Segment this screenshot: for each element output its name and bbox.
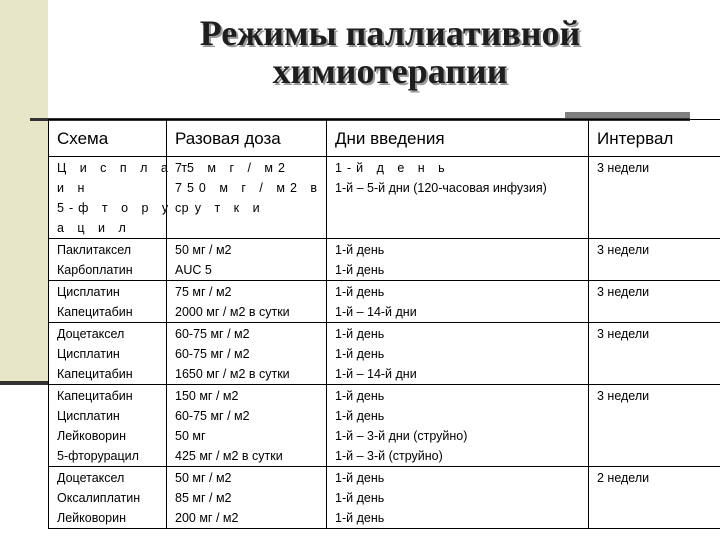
interval-cell: 3 недели xyxy=(589,385,720,467)
dose-value: 50 мг / м2 xyxy=(175,471,232,485)
slide-title xyxy=(120,14,660,90)
interval-cell: 3 недели xyxy=(589,157,720,239)
header-schema: Схема xyxy=(49,120,167,157)
title-line-1: Режимы паллиативной xyxy=(199,13,581,53)
days-cell xyxy=(327,323,589,385)
drug-name: 5-ф т о р у р xyxy=(57,201,194,215)
days-value: 1-й день xyxy=(335,409,385,423)
dose-cell xyxy=(167,467,327,529)
schema-cell xyxy=(49,385,167,467)
drug-name: Доцетаксел xyxy=(57,327,125,341)
days-value: 1-й день xyxy=(335,347,385,361)
drug-name: Паклитаксел xyxy=(57,243,132,257)
dose-value: 60-75 мг / м2 xyxy=(175,347,250,361)
schema-cell xyxy=(49,323,167,385)
days-cell xyxy=(327,157,589,239)
drug-name: Лейковорин xyxy=(57,511,126,525)
drug-name: и н xyxy=(57,181,90,195)
schema-cell xyxy=(49,281,167,323)
days-value: 1-й – 14-й дни xyxy=(335,367,417,381)
drug-name: Карбоплатин xyxy=(57,263,133,277)
dose-value: 50 мг / м2 xyxy=(175,243,232,257)
header-dose: Разовая доза xyxy=(167,120,327,157)
days-value: 1-й день xyxy=(335,285,385,299)
drug-name: Цисплатин xyxy=(57,409,120,423)
days-value: 1-й д е н ь xyxy=(335,161,450,175)
schema-cell xyxy=(49,239,167,281)
regimens-table xyxy=(48,119,720,529)
dose-value: 2000 мг / м2 в сутки xyxy=(175,305,290,319)
days-value: 1-й – 14-й дни xyxy=(335,305,417,319)
table-row xyxy=(49,323,720,385)
table-row xyxy=(49,239,720,281)
dose-value: AUC 5 xyxy=(175,263,212,277)
dose-value: 75 м г / м2 xyxy=(175,161,290,175)
dose-value: 50 мг xyxy=(175,429,206,443)
drug-name: Ц и с п л а т xyxy=(57,161,193,175)
days-cell xyxy=(327,385,589,467)
interval-cell: 3 недели xyxy=(589,281,720,323)
interval-cell: 2 недели xyxy=(589,467,720,529)
interval-cell: 3 недели xyxy=(589,323,720,385)
drug-name: Оксалиплатин xyxy=(57,491,141,505)
dose-value: 75 мг / м2 xyxy=(175,285,232,299)
days-value: 1-й день xyxy=(335,327,385,341)
dose-value: 85 мг / м2 xyxy=(175,491,232,505)
dose-cell xyxy=(167,239,327,281)
schema-cell xyxy=(49,157,194,239)
drug-name: Доцетаксел xyxy=(57,471,125,485)
header-days: Дни введения xyxy=(327,120,589,157)
table-row xyxy=(49,385,720,467)
drug-name: Капецитабин xyxy=(57,305,133,319)
dose-value: 425 мг / м2 в сутки xyxy=(175,449,283,463)
drug-name: 5-фторурацил xyxy=(57,449,139,463)
days-cell xyxy=(327,239,589,281)
dose-value: 60-75 мг / м2 xyxy=(175,327,250,341)
drug-name: Капецитабин xyxy=(57,367,133,381)
drug-name: Лейковорин xyxy=(57,429,126,443)
dose-cell xyxy=(167,157,327,239)
dose-value: 1650 мг / м2 в сутки xyxy=(175,367,290,381)
table-header-row xyxy=(49,120,720,157)
drug-name: Цисплатин xyxy=(57,285,120,299)
table-row xyxy=(49,281,720,323)
decorative-side-bar xyxy=(0,0,48,385)
days-value: 1-й – 3-й (струйно) xyxy=(335,449,443,463)
dose-value: 750 м г / м2 в xyxy=(175,181,323,195)
schema-cell xyxy=(49,467,167,529)
days-cell xyxy=(327,467,589,529)
days-value: 1-й день xyxy=(335,471,385,485)
interval-cell: 3 недели xyxy=(589,239,720,281)
days-value: 1-й день xyxy=(335,511,385,525)
dose-cell xyxy=(167,281,327,323)
dose-value: 60-75 мг / м2 xyxy=(175,409,250,423)
decorative-side-line xyxy=(0,381,48,385)
drug-name: Цисплатин xyxy=(57,347,120,361)
title-line-2: химиотерапии xyxy=(272,51,508,91)
days-value: 1-й день xyxy=(335,263,385,277)
dose-value: с у т к и xyxy=(175,201,265,215)
dose-cell xyxy=(167,385,327,467)
days-value: 1-й день xyxy=(335,389,385,403)
table-row xyxy=(49,467,720,529)
dose-value: 150 мг / м2 xyxy=(175,389,239,403)
drug-name: Капецитабин xyxy=(57,389,133,403)
days-value: 1-й день xyxy=(335,491,385,505)
days-value: 1-й день xyxy=(335,243,385,257)
days-cell xyxy=(327,281,589,323)
drug-name: а ц и л xyxy=(57,221,131,235)
days-value: 1-й – 3-й дни (струйно) xyxy=(335,429,468,443)
dose-value: 200 мг / м2 xyxy=(175,511,239,525)
header-interval: Интервал xyxy=(589,120,720,157)
table-row xyxy=(49,157,720,239)
days-value: 1-й – 5-й дни (120-часовая инфузия) xyxy=(335,181,547,195)
dose-cell xyxy=(167,323,327,385)
